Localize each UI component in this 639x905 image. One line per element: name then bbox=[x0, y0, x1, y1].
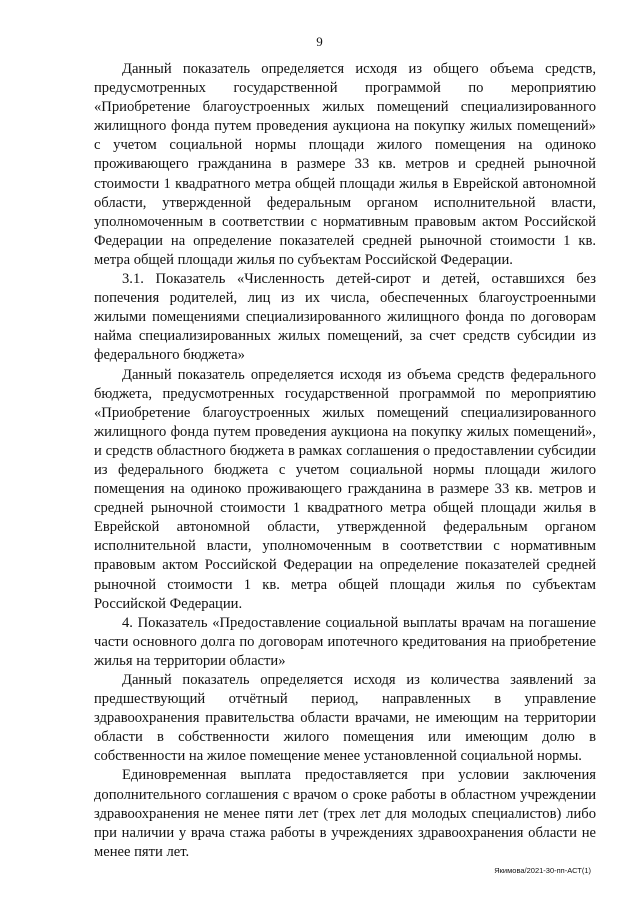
page-number: 9 bbox=[316, 34, 323, 49]
paragraph-5: Данный показатель определяется исходя из количества заявлений за предшествующий отчётный период, направленных в управление здравоохранения правительства области врачами, не имеющим на территории области в собственности жилого помещения или имеющим долю в собственности на жилое помещение менее установленной социальной нормы. bbox=[94, 672, 596, 765]
paragraph-3: Данный показатель определяется исходя из объема средств федерального бюджета, предусмотренных государственной программой по мероприятию «Приобретение благоустроенных жилых помещений специализированного жилищного фонда путем проведения аукциона на покупку жилых помещений», и средств областного бюджета в рамках соглашения о предоставлении субсидии из федерального бюджета с учетом социальной нормы площади жилого помещения на одиноко проживающего гражданина в размере 33 кв. метров и средней рыночной стоимости 1 квадратного метра общей площади жилья в Еврейской автономной области, утвержденной федеральным органом исполнительной власти, уполномоченным в соответствии с нормативным правовым актом Российской Федерации на определение показателей средней рыночной стоимости 1 кв. метра общей площади жилья по субъектам Российской Федерации. bbox=[94, 366, 596, 612]
paragraph-2: 3.1. Показатель «Численность детей-сирот и детей, оставшихся без попечения родителей, лиц из их числа, обеспеченных благоустроенными жилыми помещениями специализированного жилищного фонда по договорам найма специализированных жилых помещений, за счет средств субсидии из федерального бюджета» bbox=[94, 271, 596, 364]
document-body bbox=[94, 60, 596, 862]
footer-code: Якимова/2021-30-пп-АСТ(1) bbox=[494, 866, 591, 875]
paragraph-1: Данный показатель определяется исходя из общего объема средств, предусмотренных государственной программой по мероприятию «Приобретение благоустроенных жилых помещений специализированного жилищного фонда путем проведения аукциона на покупку жилых помещений» с учетом социальной нормы площади жилого помещения на одиноко проживающего гражданина в размере 33 кв. метров и средней рыночной стоимости 1 квадратного метра общей площади жилья в Еврейской автономной области, утвержденной федеральным органом исполнительной власти, уполномоченным в соответствии с нормативным правовым актом Российской Федерации на определение показателей средней рыночной стоимости 1 кв. метра общей площади жилья по субъектам Российской Федерации. bbox=[94, 61, 596, 268]
paragraph-6: Единовременная выплата предоставляется при условии заключения дополнительного соглашения с врачом о сроке работы в областном учреждении здравоохранения не менее пяти лет (трех лет для молодых специалистов) либо при наличии у врача стажа работы в учреждениях здравоохранения области не менее пяти лет. bbox=[94, 767, 596, 860]
paragraph-4: 4. Показатель «Предоставление социальной выплаты врачам на погашение части основного долга по договорам ипотечного кредитования на приобретение жилья на территории области» bbox=[94, 614, 596, 669]
